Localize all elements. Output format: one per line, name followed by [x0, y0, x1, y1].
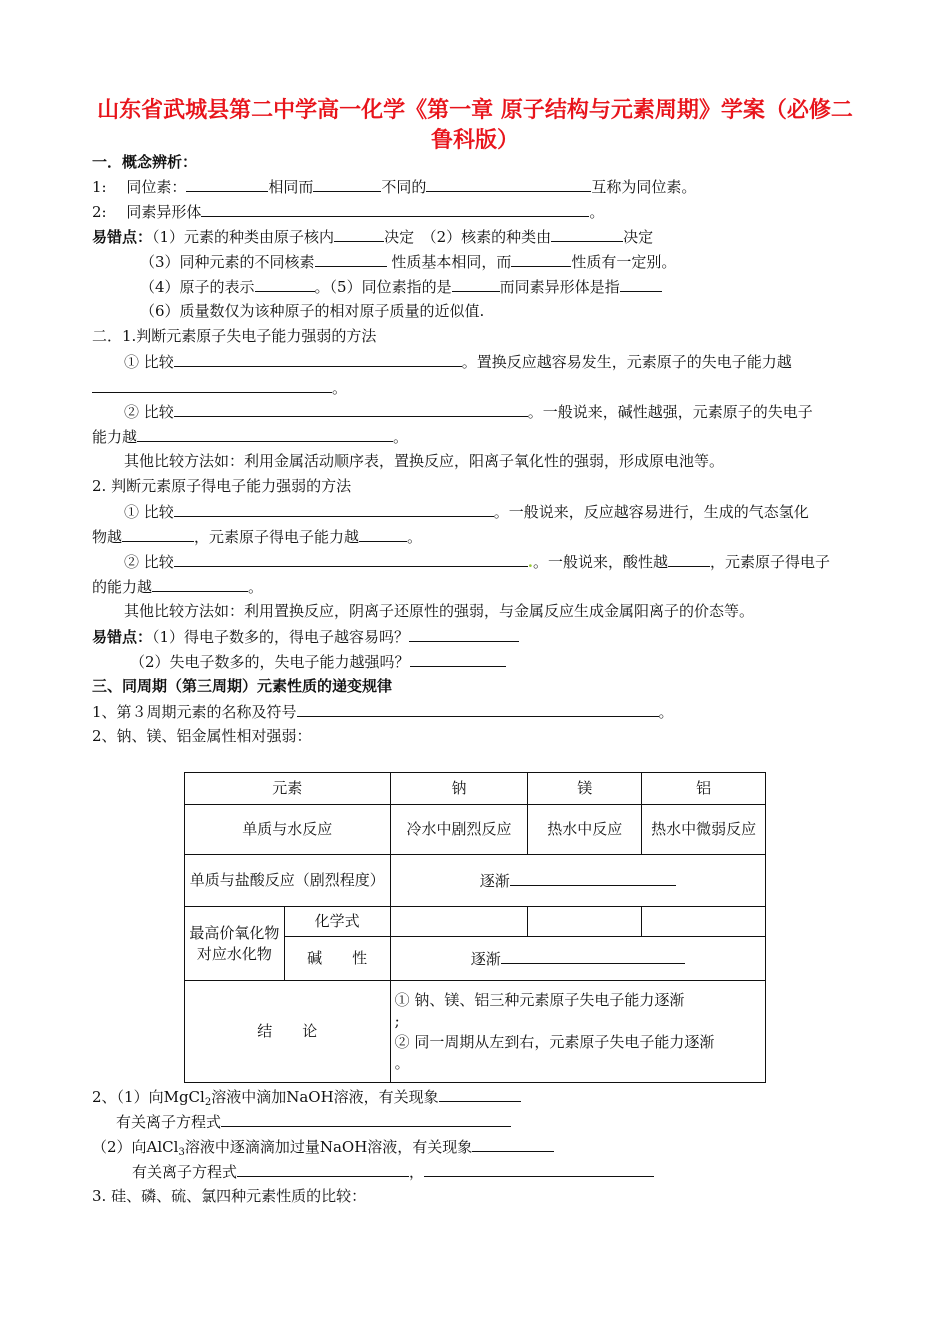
blank[interactable] [426, 175, 591, 192]
line-gain-1 [124, 500, 809, 523]
line-allotrope [92, 200, 604, 223]
text: ② 比较 [124, 403, 174, 421]
blank[interactable] [501, 947, 685, 964]
text: （1）元素的种类由原子核内 [152, 228, 335, 246]
text: 。（5）同位素指的是 [314, 278, 452, 296]
line-error-1 [92, 225, 653, 248]
cell-conclusion [390, 981, 765, 1083]
document-title: 山东省武城县第二中学高一化学《第一章 原子结构与元素周期》学案（必修二 鲁科版） [97, 98, 853, 153]
blank[interactable] [152, 575, 248, 592]
line-error-gain [92, 625, 519, 648]
text: 1、第３周期元素的名称及符号 [92, 703, 297, 721]
cell-basicity-trend [390, 937, 765, 981]
text: 不同的 [381, 178, 427, 196]
text: 1: 同位素： [92, 178, 187, 196]
blank[interactable] [174, 550, 528, 567]
line-lose-2b [92, 425, 408, 448]
text: 。 [332, 379, 348, 397]
blank[interactable] [313, 175, 381, 192]
text: （1）得电子数多的，得电子越容易吗？ [152, 628, 410, 646]
text: （3）同种元素的不同核素 [140, 253, 315, 271]
blank[interactable] [510, 869, 676, 886]
line-error-3 [140, 250, 676, 273]
table-row [185, 773, 766, 805]
blank[interactable] [174, 500, 494, 517]
blank[interactable] [452, 275, 500, 292]
cell-mg-water: 热水中反应 [528, 805, 642, 855]
blank[interactable] [409, 625, 519, 642]
line-gain-2 [124, 550, 830, 573]
blank[interactable] [668, 550, 710, 567]
line-lose-1b [92, 376, 347, 399]
blank[interactable] [511, 250, 571, 267]
blank[interactable] [334, 225, 384, 242]
text: ，元素原子得电子能力越 [194, 528, 360, 546]
line-gain-1b [92, 525, 422, 548]
blank[interactable] [237, 1160, 409, 1177]
text: 溶液中滴加NaOH溶液，有关现象 [211, 1088, 439, 1106]
line-isotope [92, 175, 696, 198]
formula: MgCl [163, 1088, 205, 1106]
text: 2: 同素异形体 [92, 203, 202, 221]
text: 。 [589, 203, 605, 221]
conclusion-1-end: ; [394, 1011, 400, 1030]
blank[interactable] [297, 700, 659, 717]
blank[interactable] [620, 275, 662, 292]
line-period3-names [92, 700, 674, 723]
blank[interactable] [424, 1160, 654, 1177]
text: 决定 （2）核素的种类由 [384, 228, 552, 246]
text: 2、（1）向 [92, 1088, 164, 1106]
text: ② 比较 [124, 553, 174, 571]
text: 能力越 [92, 428, 138, 446]
blank[interactable] [221, 1110, 511, 1127]
conclusion-2-end: 。 [394, 1053, 410, 1072]
text: 。 [248, 578, 264, 596]
section1-heading: 一．概念辨析： [92, 153, 198, 171]
blank[interactable] [174, 350, 462, 367]
table-row [185, 907, 766, 937]
blank[interactable] [137, 425, 393, 442]
text: 。 [658, 703, 674, 721]
line-mgcl2-equation [116, 1110, 511, 1133]
line-metal-strength: 2、钠、镁、铝金属性相对强弱： [92, 727, 312, 745]
text: 物越 [92, 528, 123, 546]
subscript: 3 [178, 1147, 185, 1158]
cell-al-formula[interactable] [642, 907, 766, 937]
line-error-lose [130, 650, 506, 673]
text: ， [409, 1163, 425, 1181]
element-comparison-table [184, 772, 766, 1083]
section2-heading: 二．1.判断元素原子失电子能力强弱的方法 [92, 327, 377, 345]
text: ，元素原子得电子 [710, 553, 831, 571]
text: ① 比较 [124, 353, 174, 371]
text: 性质基本相同，而 [386, 253, 512, 271]
text: 溶液中逐滴滴加过量NaOH溶液，有关现象 [184, 1138, 473, 1156]
blank[interactable] [315, 250, 387, 267]
text: 而同素异形体是指 [499, 278, 620, 296]
line-error-4 [140, 275, 662, 298]
cell-formula-label: 化学式 [284, 907, 390, 937]
text: 。 [407, 528, 423, 546]
blank[interactable] [174, 400, 528, 417]
text: 互称为同位素。 [591, 178, 697, 196]
row-water-reaction: 单质与水反应 [185, 805, 391, 855]
line-lose-1 [124, 350, 792, 373]
cell-na-water: 冷水中剧烈反应 [390, 805, 528, 855]
cell-acid-trend [390, 855, 765, 907]
blank[interactable] [410, 650, 506, 667]
line-lose-2 [124, 400, 813, 423]
line-compare-four: 3. 硅、磷、硫、氯四种元素性质的比较： [92, 1187, 367, 1205]
section3-heading: 三、同周期（第三周期）元素性质的递变规律 [92, 677, 393, 695]
text: ① 比较 [124, 503, 174, 521]
blank[interactable] [201, 200, 589, 217]
row-acid-reaction: 单质与盐酸反应（剧烈程度） [185, 855, 391, 907]
line-lose-other: 其他比较方法如：利用金属活动顺序表，置换反应，阳离子氧化性的强弱，形成原电池等。 [124, 452, 725, 470]
formula: AlCl [146, 1138, 179, 1156]
text: 。一般说来，反应越容易进行，生成的气态氢化 [493, 503, 809, 521]
blank[interactable] [439, 1085, 521, 1102]
line-gain-other: 其他比较方法如：利用置换反应，阴离子还原性的强弱，与金属反应生成金属阳离子的价态等。 [124, 602, 755, 620]
line-error-6: （6）质量数仅为该种原子的相对原子质量的近似值. [140, 302, 485, 320]
conclusion-2: ② 同一周期从左到右，元素原子失电子能力逐渐 [394, 1032, 715, 1051]
table-row [185, 805, 766, 855]
text: 。置换反应越容易发生，元素原子的失电子能力越 [461, 353, 792, 371]
line-alcl3-equation [132, 1160, 654, 1183]
text: （2）向 [92, 1138, 147, 1156]
text: （4）原子的表示 [140, 278, 255, 296]
text: 的能力越 [92, 578, 153, 596]
error-label: 易错点： [92, 228, 153, 246]
table-row [185, 981, 766, 1083]
blank[interactable] [472, 1135, 554, 1152]
green-dot-icon: . [527, 553, 534, 571]
cell-mg-formula[interactable] [528, 907, 642, 937]
row-conclusion: 结 论 [185, 981, 391, 1083]
header-magnesium: 镁 [528, 773, 642, 805]
text: 相同而 [268, 178, 314, 196]
text: 。一般说来，碱性越强，元素原子的失电子 [527, 403, 813, 421]
text: 逐渐 [470, 950, 501, 968]
blank[interactable] [186, 175, 268, 192]
section2-heading-2: 2. 判断元素原子得电子能力强弱的方法 [92, 477, 352, 495]
blank[interactable] [255, 275, 315, 292]
row-hydroxide: 最高价氧化物对应水化物 [185, 907, 285, 981]
text: 逐渐 [479, 872, 510, 890]
cell-basicity-label: 碱 性 [284, 937, 390, 981]
header-aluminum: 铝 [642, 773, 766, 805]
text: （2）失电子数多的，失电子能力越强吗？ [130, 653, 410, 671]
text: 有关离子方程式 [116, 1113, 222, 1131]
conclusion-1: ① 钠、镁、铝三种元素原子失电子能力逐渐 [394, 990, 685, 1009]
text: 。一般说来，酸性越 [533, 553, 669, 571]
line-gain-2b [92, 575, 263, 598]
blank[interactable] [92, 376, 332, 393]
text: 。 [393, 428, 409, 446]
blank[interactable] [551, 225, 623, 242]
error-label: 易错点： [92, 628, 153, 646]
header-element: 元素 [185, 773, 391, 805]
text: 决定 [623, 228, 654, 246]
cell-na-formula[interactable] [390, 907, 528, 937]
blank[interactable] [359, 525, 407, 542]
text: 性质有一定别。 [571, 253, 677, 271]
blank[interactable] [122, 525, 194, 542]
cell-al-water: 热水中微弱反应 [642, 805, 766, 855]
subscript: 2 [204, 1097, 212, 1108]
header-sodium: 钠 [390, 773, 528, 805]
text: 有关离子方程式 [132, 1163, 238, 1181]
table-row [185, 855, 766, 907]
